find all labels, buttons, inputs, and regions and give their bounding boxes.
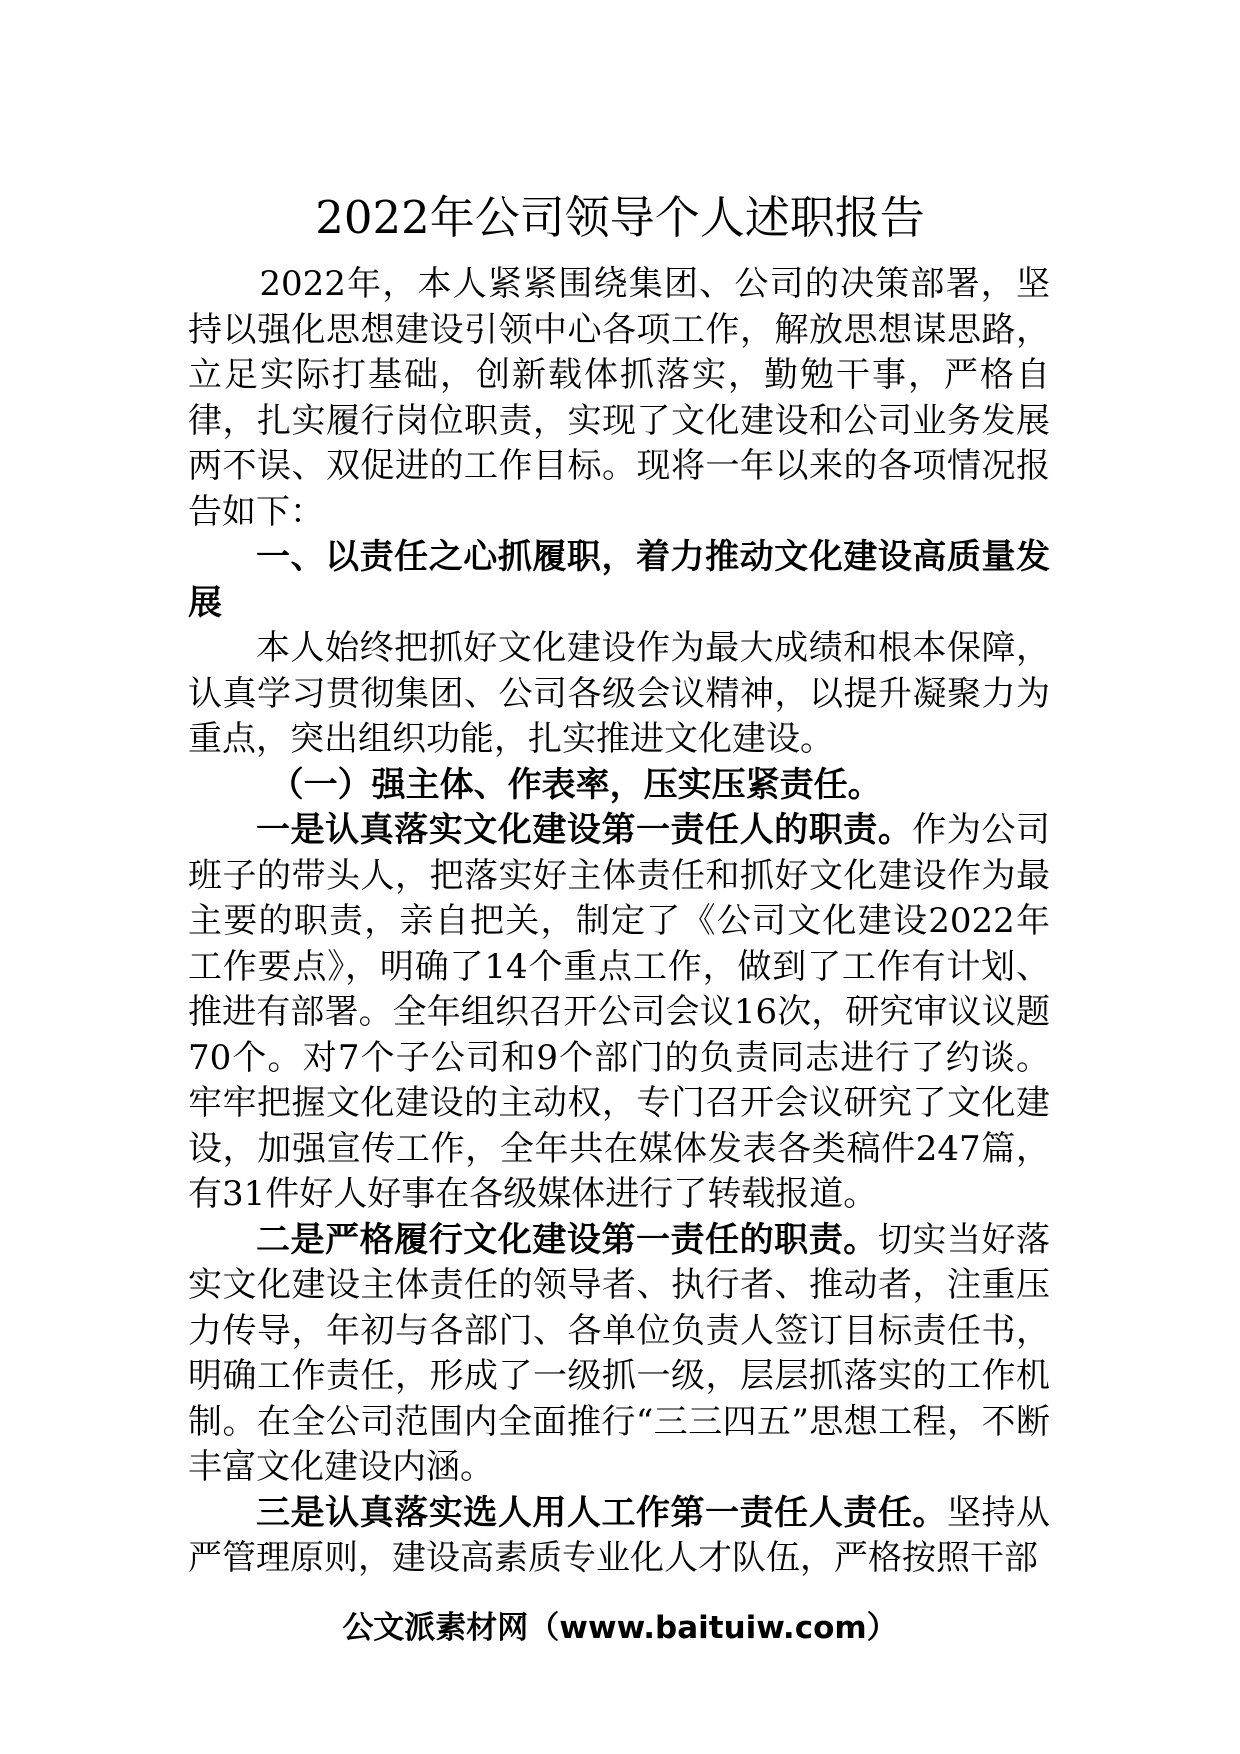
item-text-2: 切实当好落实文化建设主体责任的领导者、执行者、推动者，注重压力传导，年初与各部门、各单位负责人签订目标责任书，明确工作责任，形成了一级抓一级，层层抓落实的工作机制。在全公司范围内全面推行“三三四五”思想工程，不断丰富文化建设内涵。 xyxy=(188,1219,1051,1487)
section-paragraph: 本人始终把抓好文化建设作为最大成绩和根本保障，认真学习贯彻集团、公司各级会议精神，以提升凝聚力为重点，突出组织功能，扎实推进文化建设。 xyxy=(188,628,1050,759)
document-body xyxy=(188,262,1050,1582)
item-paragraph-2 xyxy=(188,1218,1050,1491)
section-heading: 一、以责任之心抓履职，着力推动文化建设高质量发展 xyxy=(188,537,1050,623)
item-paragraph-1 xyxy=(188,808,1050,1218)
document-title: 2022年公司领导个人述职报告 xyxy=(315,191,925,244)
item-lead-1: 一是认真落实文化建设第一责任人的职责。 xyxy=(256,810,913,850)
footer-source: 公文派素材网（www.baituiw.com） xyxy=(342,1610,898,1646)
item-text-1: 作为公司班子的带头人，把落实好主体责任和抓好文化建设作为最主要的职责，亲自把关，制定了《公司文化建设2022年工作要点》，明确了14个重点工作，做到了工作有计划、推进有部署。全年组织召开公司会议16次，研究审议议题70个。对7个子公司和9个部门的负责同志进行了约谈。牢牢把握文化建设的主动权，专门召开会议研究了文化建设，加强宣传工作，全年共在媒体发表各类稿件247篇，有31件好人好事在各级媒体进行了转载报道。 xyxy=(188,810,1051,1214)
intro-paragraph: 2022年，本人紧紧围绕集团、公司的决策部署，坚持以强化思想建设引领中心各项工作，解放思想谋思路，立足实际打基础，创新载体抓落实，勤勉干事，严格自律，扎实履行岗位职责，实现了文化建设和公司业务发展两不误、双促进的工作目标。现将一年以来的各项情况报告如下： xyxy=(188,264,1050,532)
item-text-3: 坚持从严管理原则，建设高素质专业化人才队伍，严格按照干部 xyxy=(188,1492,1051,1578)
item-paragraph-3 xyxy=(188,1491,1050,1582)
subsection-heading: （一）强主体、作表率，压实压紧责任。 xyxy=(269,764,882,805)
item-lead-2: 二是严格履行文化建设第一责任的职责。 xyxy=(256,1219,878,1260)
item-lead-3: 三是认真落实选人用人工作第一责任人责任。 xyxy=(256,1492,947,1533)
